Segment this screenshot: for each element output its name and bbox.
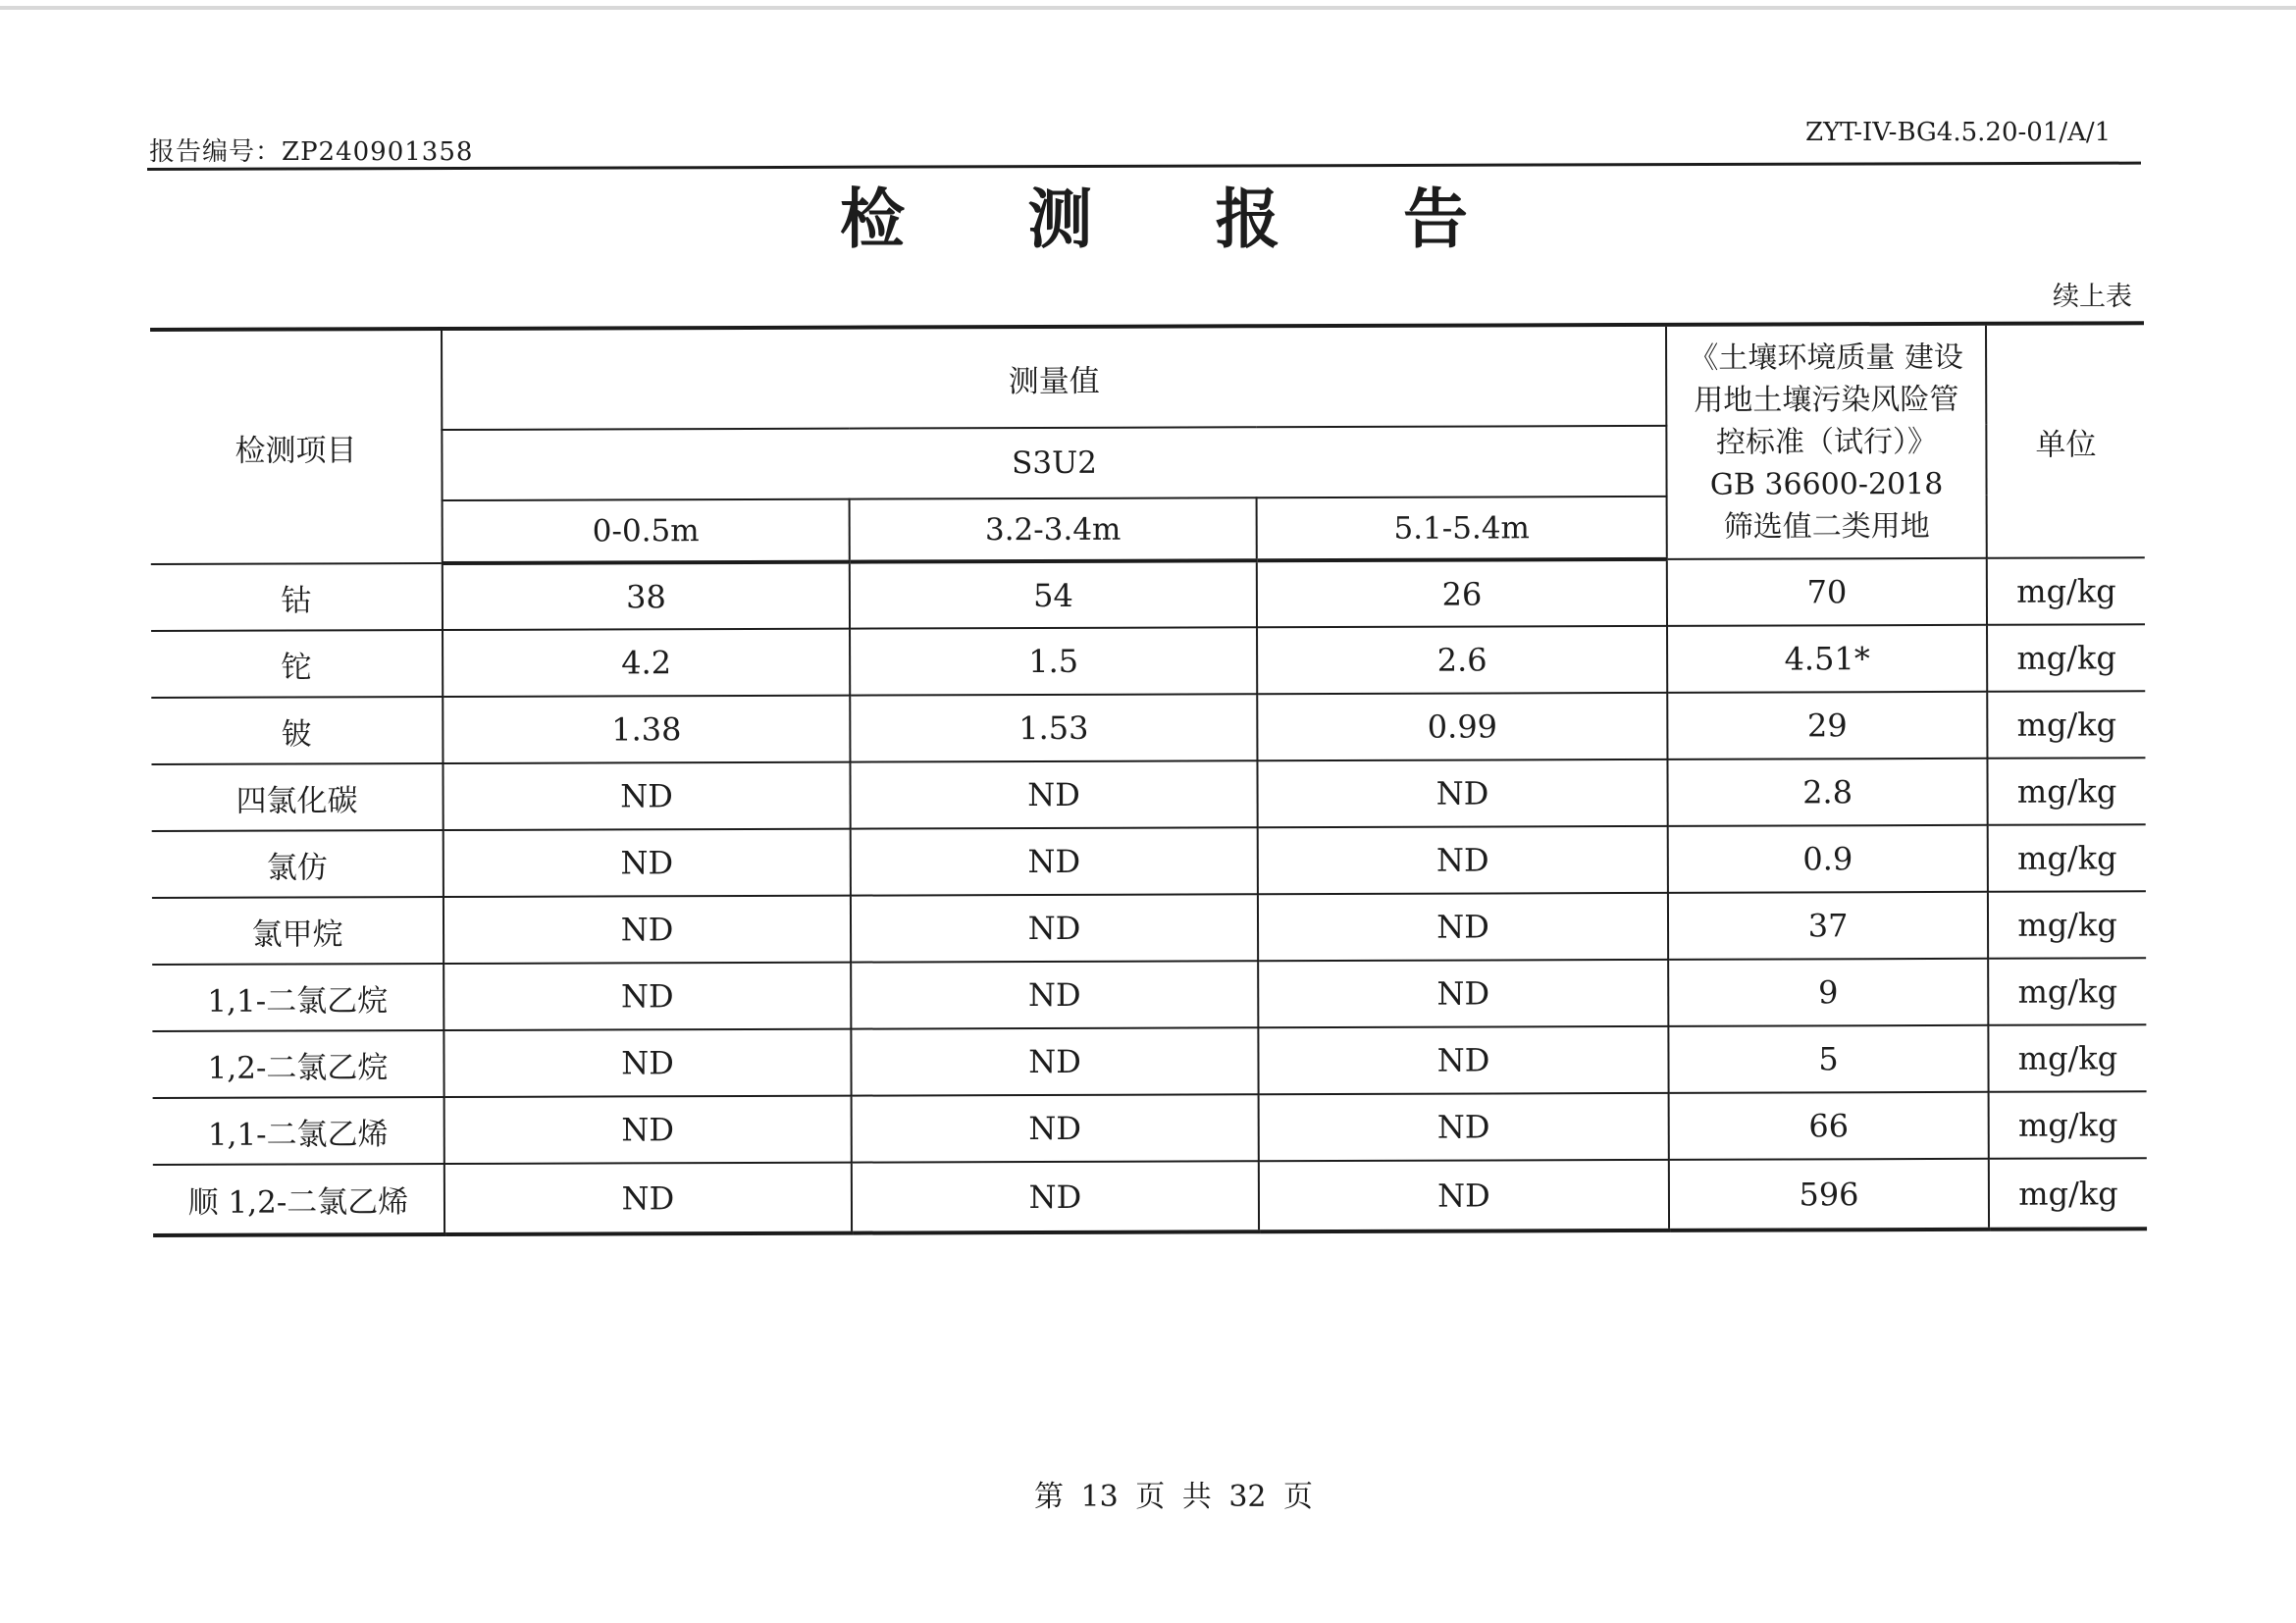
value-cell: 1.38 [443, 696, 850, 763]
item-cell: 1,1-二氯乙烷 [152, 964, 444, 1031]
unit-cell: mg/kg [1989, 1091, 2147, 1159]
table-row [151, 691, 2145, 764]
value-cell: ND [852, 1161, 1259, 1232]
header-item: 检测项目 [150, 329, 443, 564]
value-cell: 0.99 [1257, 693, 1667, 760]
standard-line: 筛选值二类用地 [1723, 508, 1930, 545]
value-cell: 54 [850, 560, 1257, 628]
standard-cell: 596 [1669, 1159, 1989, 1230]
table-row [153, 1158, 2147, 1235]
header-depth: 5.1-5.4m [1257, 497, 1667, 560]
unit-cell: mg/kg [1987, 624, 2145, 692]
item-cell: 铍 [151, 697, 443, 764]
value-cell: 1.5 [850, 627, 1257, 695]
standard-cell: 4.51* [1667, 625, 1987, 693]
table-row [153, 1091, 2147, 1165]
value-cell: ND [851, 894, 1258, 962]
value-cell: 2.6 [1257, 626, 1667, 694]
item-cell: 铊 [151, 630, 443, 698]
standard-cell: 37 [1668, 892, 1988, 960]
value-cell: 1.53 [850, 694, 1257, 761]
standard-cell: 70 [1667, 558, 1987, 626]
unit-cell: mg/kg [1988, 958, 2146, 1025]
standard-cell: 66 [1669, 1092, 1989, 1160]
header-sample-point: S3U2 [442, 426, 1666, 500]
continued-label: 续上表 [2053, 282, 2132, 312]
standard-cell: 29 [1667, 692, 1987, 759]
title-char: 测 [1027, 182, 1093, 257]
header-standard [1666, 324, 1987, 559]
header-depth: 3.2-3.4m [850, 497, 1257, 561]
results-table-wrapper [150, 321, 2147, 1250]
item-cell: 1,2-二氯乙烷 [152, 1030, 444, 1098]
results-table [150, 321, 2147, 1237]
unit-cell: mg/kg [1987, 691, 2145, 759]
value-cell: ND [1258, 826, 1668, 894]
value-cell: ND [444, 1163, 852, 1234]
standard-cell: 5 [1668, 1025, 1988, 1093]
table-row [152, 1024, 2146, 1098]
unit-cell: mg/kg [1988, 1024, 2146, 1092]
value-cell: ND [850, 760, 1257, 828]
unit-cell: mg/kg [1989, 1158, 2147, 1230]
title-char: 检 [840, 182, 905, 257]
table-row [151, 557, 2145, 631]
page-number: 第 13 页 共 32 页 [1034, 1480, 1314, 1514]
value-cell: ND [1258, 893, 1668, 961]
value-cell: ND [443, 762, 850, 830]
standard-cell: 0.9 [1668, 825, 1988, 893]
unit-cell: mg/kg [1987, 758, 2145, 825]
value-cell: ND [444, 829, 851, 897]
table-row [152, 891, 2146, 965]
standard-line: 《土壤环境质量 建设 [1689, 340, 1963, 376]
value-cell: ND [444, 963, 851, 1030]
value-cell: ND [444, 1096, 852, 1164]
table-row [151, 758, 2145, 831]
value-cell: ND [851, 961, 1258, 1028]
header-depth: 0-0.5m [443, 499, 850, 563]
report-number: 报告编号：ZP240901358 [149, 137, 474, 167]
value-cell: ND [851, 1027, 1258, 1095]
value-cell: ND [1259, 1160, 1669, 1231]
standard-line: 用地土壤污染风险管 [1694, 382, 1959, 418]
value-cell: 38 [443, 562, 850, 630]
unit-cell: mg/kg [1988, 824, 2146, 892]
value-cell: ND [1257, 759, 1667, 827]
title-char: 告 [1402, 182, 1468, 257]
standard-cell: 9 [1668, 959, 1988, 1026]
item-cell: 氯甲烷 [152, 897, 444, 965]
value-cell: ND [852, 1094, 1259, 1162]
unit-cell: mg/kg [1988, 891, 2146, 959]
value-cell: 4.2 [443, 629, 850, 697]
item-cell: 钴 [151, 563, 443, 631]
value-cell: ND [851, 827, 1258, 895]
value-cell: 26 [1257, 559, 1667, 627]
table-row [151, 624, 2145, 698]
scan-edge [0, 6, 2296, 10]
value-cell: ND [1258, 1026, 1668, 1094]
table-row [152, 958, 2146, 1031]
title-char: 报 [1215, 182, 1280, 257]
header-measured: 测量值 [442, 325, 1666, 430]
value-cell: ND [444, 1029, 851, 1097]
table-row [152, 824, 2146, 898]
value-cell: ND [1259, 1093, 1669, 1161]
value-cell: ND [444, 896, 851, 964]
item-cell: 1,1-二氯乙烯 [153, 1097, 444, 1165]
value-cell: ND [1258, 960, 1668, 1027]
standard-line: 控标准（试行）》 [1715, 424, 1937, 460]
document-code: ZYT-IV-BG4.5.20-01/A/1 [1805, 118, 2112, 147]
page-title [840, 167, 1468, 260]
item-cell: 氯仿 [152, 830, 444, 898]
item-cell: 四氯化碳 [151, 763, 443, 831]
standard-cell: 2.8 [1667, 759, 1987, 826]
header-unit: 单位 [1986, 323, 2145, 558]
standard-line: GB 36600-2018 [1709, 466, 1944, 502]
item-cell: 顺 1,2-二氯乙烯 [153, 1164, 444, 1235]
unit-cell: mg/kg [1987, 557, 2145, 625]
